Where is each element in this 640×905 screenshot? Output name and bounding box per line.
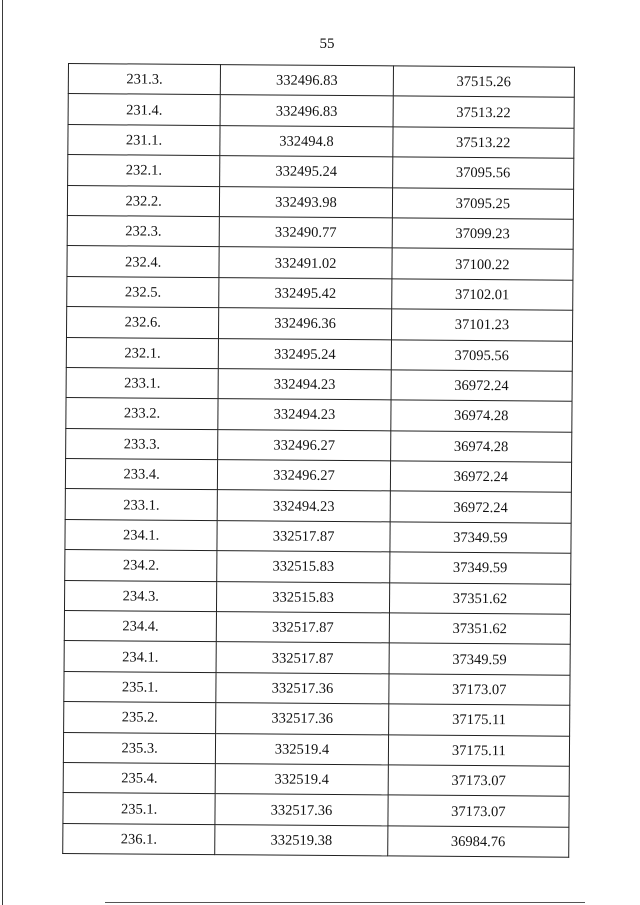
table-row <box>66 307 572 341</box>
y-coordinate-cell <box>392 248 574 280</box>
x-coordinate-cell <box>218 429 391 461</box>
table-row <box>63 762 569 796</box>
point-number-cell <box>66 307 219 339</box>
x-coordinate-cell <box>219 308 392 340</box>
x-coordinate-cell-text: 332517.36 <box>271 710 334 728</box>
y-coordinate-cell <box>388 765 570 797</box>
y-coordinate-cell <box>389 583 571 615</box>
point-number-cell-text: 233.3. <box>123 436 161 453</box>
x-coordinate-cell-text: 332496.36 <box>274 315 336 333</box>
x-coordinate-cell-text: 332493.98 <box>275 194 337 211</box>
point-number-cell <box>65 550 218 582</box>
y-coordinate-cell <box>391 279 573 311</box>
table-row <box>64 580 570 614</box>
y-coordinate-cell-text: 36974.28 <box>454 408 509 425</box>
x-coordinate-cell-text: 332517.87 <box>271 650 334 667</box>
x-coordinate-cell-text: 332496.27 <box>273 467 335 485</box>
point-number-cell <box>64 671 217 703</box>
table-row <box>64 702 570 736</box>
table-row <box>64 641 570 675</box>
x-coordinate-cell-text: 332494.23 <box>273 376 336 394</box>
x-coordinate-cell-text: 332519.4 <box>274 741 330 758</box>
x-coordinate-cell <box>215 764 388 796</box>
x-coordinate-cell <box>215 794 388 826</box>
y-coordinate-cell <box>390 491 572 523</box>
point-number-cell <box>67 276 220 308</box>
y-coordinate-cell <box>390 461 572 493</box>
y-coordinate-cell-text: 37095.56 <box>454 347 509 364</box>
x-coordinate-cell-text: 332496.83 <box>275 103 338 120</box>
point-number-cell <box>66 367 219 399</box>
point-number-cell <box>66 337 219 369</box>
y-coordinate-cell <box>389 613 571 645</box>
y-coordinate-cell-text: 37349.59 <box>453 529 508 547</box>
y-coordinate-cell <box>392 218 574 250</box>
point-number-cell-text: 231.1. <box>125 132 163 149</box>
y-coordinate-cell-text: 37102.01 <box>454 286 510 304</box>
table-row <box>65 459 571 493</box>
x-coordinate-cell-text: 332495.24 <box>273 346 336 363</box>
y-coordinate-cell-text: 37173.07 <box>451 803 506 820</box>
y-coordinate-cell <box>393 127 575 159</box>
y-coordinate-cell-text: 37173.07 <box>452 681 507 699</box>
point-number-cell-text: 233.1. <box>124 375 161 392</box>
y-coordinate-cell-text: 37100.22 <box>455 256 510 273</box>
x-coordinate-cell <box>217 551 390 583</box>
table-row <box>67 185 573 219</box>
y-coordinate-cell <box>388 704 570 736</box>
y-coordinate-cell <box>389 643 571 675</box>
x-coordinate-cell <box>219 247 392 279</box>
y-coordinate-cell <box>390 522 572 554</box>
x-coordinate-cell-text: 332496.27 <box>273 437 336 454</box>
y-coordinate-cell-text: 37515.26 <box>456 74 511 91</box>
x-coordinate-cell-text: 332490.77 <box>274 224 337 242</box>
point-number-cell-text: 234.4. <box>122 618 159 635</box>
table-row <box>65 550 571 584</box>
point-number-cell-text: 235.1. <box>121 679 159 696</box>
point-number-cell <box>64 702 217 734</box>
x-coordinate-cell <box>216 672 389 704</box>
point-number-cell-text: 232.6. <box>124 314 161 332</box>
point-number-cell <box>64 641 217 673</box>
y-coordinate-cell-text: 37101.23 <box>454 317 510 334</box>
point-number-cell <box>63 823 216 855</box>
table-row <box>66 337 572 371</box>
x-coordinate-cell <box>216 642 389 674</box>
y-coordinate-cell <box>393 96 575 128</box>
x-coordinate-cell <box>215 824 388 856</box>
table-row <box>63 823 569 857</box>
x-coordinate-cell-text: 332495.42 <box>274 285 337 302</box>
y-coordinate-cell <box>388 795 570 827</box>
y-coordinate-cell <box>388 734 570 766</box>
y-coordinate-cell <box>391 370 573 402</box>
y-coordinate-cell-text: 37351.62 <box>452 590 508 608</box>
point-number-cell-text: 232.1. <box>125 162 163 180</box>
y-coordinate-cell-text: 36972.24 <box>454 377 509 395</box>
table-row <box>64 611 570 645</box>
y-coordinate-cell-text: 37175.11 <box>451 742 506 760</box>
table-row <box>66 398 572 432</box>
point-number-cell-text: 232.3. <box>125 223 162 240</box>
x-coordinate-cell-text: 332519.4 <box>274 771 329 789</box>
x-coordinate-cell-text: 332517.87 <box>272 528 335 546</box>
x-coordinate-cell <box>218 399 391 431</box>
y-coordinate-cell <box>390 431 572 463</box>
y-coordinate-cell-text: 37513.22 <box>456 134 511 152</box>
point-number-cell-text: 234.3. <box>122 588 159 605</box>
y-coordinate-cell <box>391 400 573 432</box>
page-number: 55 <box>319 36 335 52</box>
x-coordinate-cell-text: 332491.02 <box>274 255 337 272</box>
x-coordinate-cell <box>217 612 390 644</box>
y-coordinate-cell-text: 37095.25 <box>455 195 511 212</box>
y-coordinate-cell-text: 37095.56 <box>455 165 511 182</box>
y-coordinate-cell-text: 37513.22 <box>456 104 511 121</box>
point-number-cell-text: 231.4. <box>126 102 163 119</box>
y-coordinate-cell <box>392 187 574 219</box>
point-number-cell <box>65 489 218 521</box>
point-number-cell <box>67 215 220 247</box>
x-coordinate-cell <box>219 277 392 309</box>
point-number-cell <box>65 519 218 551</box>
x-coordinate-cell <box>220 125 393 157</box>
point-number-cell <box>68 124 221 156</box>
x-coordinate-cell <box>218 369 391 401</box>
point-number-cell-text: 234.1. <box>122 649 159 666</box>
y-coordinate-cell <box>393 66 575 98</box>
x-coordinate-cell <box>217 520 390 552</box>
point-number-cell <box>68 94 221 126</box>
point-number-cell-text: 233.1. <box>123 497 160 514</box>
y-coordinate-cell-text: 37349.59 <box>452 651 507 668</box>
point-number-cell-text: 234.2. <box>122 557 160 575</box>
x-coordinate-cell-text: 332494.23 <box>273 407 336 424</box>
point-number-cell-text: 235.1. <box>121 800 158 818</box>
page-bottom-edge <box>105 902 585 903</box>
x-coordinate-cell <box>221 65 394 97</box>
y-coordinate-cell-text: 37099.23 <box>455 225 510 243</box>
point-number-cell-text: 234.1. <box>123 527 160 544</box>
point-number-cell <box>68 155 221 187</box>
table-row <box>68 64 574 98</box>
x-coordinate-cell <box>216 733 389 765</box>
x-coordinate-cell <box>216 703 389 735</box>
table-row <box>67 246 573 280</box>
table-row <box>68 124 574 158</box>
y-coordinate-cell-text: 36984.76 <box>450 833 506 851</box>
point-number-cell-text: 235.2. <box>121 709 159 727</box>
table-row <box>66 367 572 401</box>
point-number-cell-text: 232.4. <box>125 253 162 271</box>
point-number-cell <box>67 185 220 217</box>
table-row <box>64 671 570 705</box>
table-row <box>68 155 574 189</box>
point-number-cell <box>67 246 220 278</box>
point-number-cell <box>64 580 217 612</box>
table-row <box>63 793 569 827</box>
point-number-cell-text: 235.4. <box>121 770 158 787</box>
point-number-cell-text: 233.4. <box>123 466 160 483</box>
x-coordinate-cell-text: 332494.23 <box>272 498 335 515</box>
x-coordinate-cell <box>220 95 393 127</box>
table-row <box>67 215 573 249</box>
point-number-cell <box>68 64 221 96</box>
table-row <box>63 732 569 766</box>
x-coordinate-cell <box>217 581 390 613</box>
point-number-cell <box>63 732 216 764</box>
table-row <box>66 428 572 462</box>
point-number-cell <box>66 398 219 430</box>
table-row <box>65 489 571 523</box>
y-coordinate-cell-text: 37349.59 <box>452 560 508 577</box>
table-row <box>68 94 574 128</box>
x-coordinate-cell-text: 332517.87 <box>271 619 334 637</box>
x-coordinate-cell <box>219 217 392 249</box>
point-number-cell-text: 232.1. <box>124 345 161 362</box>
y-coordinate-cell <box>387 826 569 858</box>
y-coordinate-cell <box>388 674 570 706</box>
y-coordinate-cell <box>391 339 573 371</box>
x-coordinate-cell-text: 332519.38 <box>270 832 333 849</box>
x-coordinate-cell-text: 332496.83 <box>276 72 338 90</box>
page-left-edge <box>2 0 3 905</box>
point-number-cell <box>63 762 216 794</box>
point-number-cell <box>64 611 217 643</box>
y-coordinate-cell-text: 37351.62 <box>452 621 507 638</box>
x-coordinate-cell <box>220 186 393 218</box>
x-coordinate-cell-text: 332494.8 <box>279 133 334 150</box>
y-coordinate-cell-text: 36974.28 <box>453 438 509 456</box>
y-coordinate-cell-text: 36972.24 <box>453 469 509 486</box>
coordinates-table <box>62 63 575 858</box>
point-number-cell-text: 233.2. <box>123 405 161 423</box>
x-coordinate-cell <box>219 338 392 370</box>
point-number-cell-text: 232.2. <box>125 193 162 210</box>
table-row <box>67 276 573 310</box>
x-coordinate-cell <box>217 490 390 522</box>
point-number-cell-text: 235.3. <box>121 740 158 757</box>
point-number-cell <box>63 793 216 825</box>
x-coordinate-cell-text: 332517.36 <box>270 802 333 819</box>
x-coordinate-cell <box>220 156 393 188</box>
x-coordinate-cell-text: 332515.83 <box>272 589 334 606</box>
point-number-cell <box>65 459 218 491</box>
point-number-cell-text: 236.1. <box>120 831 158 848</box>
table-row <box>65 519 571 553</box>
x-coordinate-cell <box>218 460 391 492</box>
y-coordinate-cell-text: 37175.11 <box>452 712 507 729</box>
point-number-cell-text: 231.3. <box>126 71 163 88</box>
y-coordinate-cell-text: 36972.24 <box>453 499 508 516</box>
x-coordinate-cell-text: 332495.24 <box>275 163 338 181</box>
y-coordinate-cell-text: 37173.07 <box>451 773 506 790</box>
coordinates-table-body <box>63 64 575 858</box>
x-coordinate-cell-text: 332517.36 <box>271 680 334 697</box>
point-number-cell-text: 232.5. <box>124 284 162 301</box>
y-coordinate-cell <box>391 309 573 341</box>
y-coordinate-cell <box>392 157 574 189</box>
x-coordinate-cell-text: 332515.83 <box>272 558 335 576</box>
y-coordinate-cell <box>389 552 571 584</box>
point-number-cell <box>66 428 219 460</box>
